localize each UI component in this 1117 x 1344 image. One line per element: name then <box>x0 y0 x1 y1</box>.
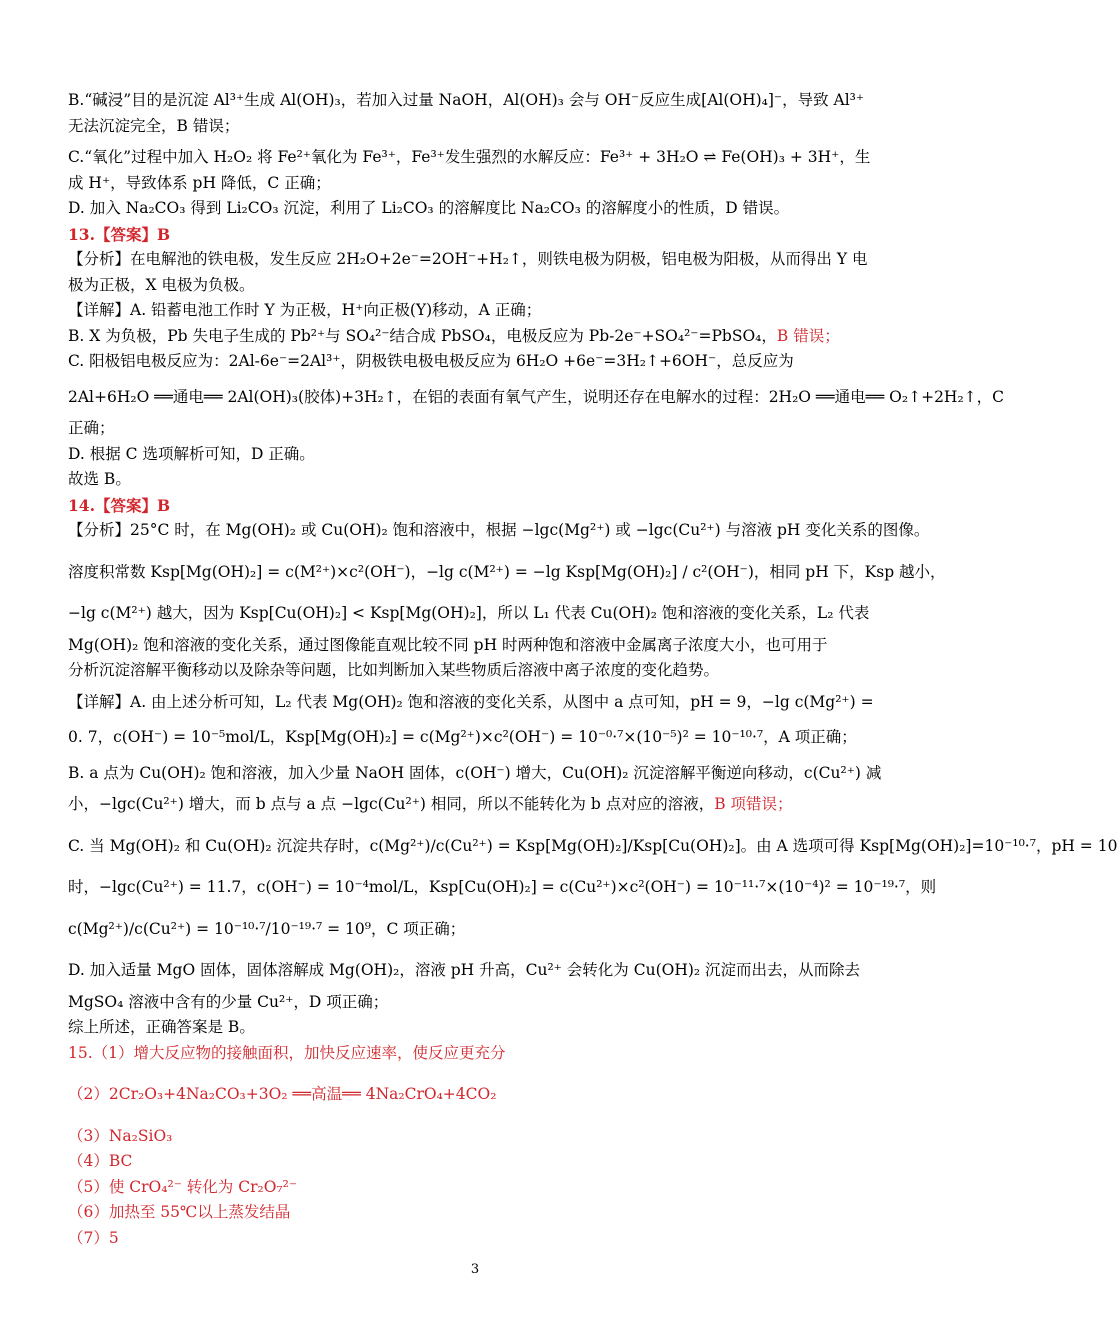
q14-option-c-result: c(Mg²⁺)/c(Cu²⁺) = 10⁻¹⁰·⁷/10⁻¹⁹·⁷ = 10⁹，C 项正确； <box>68 919 466 938</box>
q15-item-6: （6）加热至 55℃以上蒸发结晶 <box>68 1203 291 1221</box>
q14-option-d-cont: MgSO₄ 溶液中含有的少量 Cu²⁺，D 项正确； <box>68 992 389 1011</box>
q14-analysis-2: 溶度积常数 Ksp[Mg(OH)₂] = c(M²⁺)×c²(OH⁻)，−lg c(M²⁺) = −lg Ksp[Mg(OH)₂] / c²(OH⁻)，相同 pH 下，Ksp 越小， <box>68 562 946 581</box>
q12-option-c: C.“氧化”过程中加入 H₂O₂ 将 Fe²⁺氧化为 Fe³⁺，Fe³⁺发生强烈的水解反应：Fe³⁺ + 3H₂O ⇌ Fe(OH)₃ + 3H⁺，生 <box>68 148 871 166</box>
q13-option-b-text: B. X 为负极，Pb 失电子生成的 Pb²⁺与 SO₄²⁻结合成 PbSO₄，电极反应为 Pb-2e⁻+SO₄²⁻=PbSO₄， <box>68 326 777 345</box>
q15-item-3: （3）Na₂SiO₃ <box>68 1126 173 1145</box>
q13-heading: 13.【答案】B <box>68 224 171 244</box>
q15-item-1: 15.（1）增大反应物的接触面积，加快反应速率，使反应更充分 <box>68 1043 506 1062</box>
q15-item-4: （4）BC <box>68 1152 133 1170</box>
q13-option-d: D. 根据 C 选项解析可知，D 正确。 <box>68 444 315 463</box>
q12-option-c-cont: 成 H⁺，导致体系 pH 降低，C 正确； <box>68 173 331 192</box>
q13-option-b-verdict: B 错误； <box>776 326 840 345</box>
q14-heading: 14.【答案】B <box>68 495 171 515</box>
q14-analysis-5: 分析沉淀溶解平衡移动以及除杂等问题，比如判断加入某些物质后溶液中离子浓度的变化趋势。 <box>68 661 720 679</box>
q14-analysis-3: −lg c(M²⁺) 越大，因为 Ksp[Cu(OH)₂] < Ksp[Mg(OH)₂]，所以 L₁ 代表 Cu(OH)₂ 饱和溶液的变化关系，L₂ 代表 <box>68 604 870 622</box>
page-number: 3 <box>470 1262 480 1277</box>
q14-detail-a-cont: 0. 7，c(OH⁻) = 10⁻⁵mol/L，Ksp[Mg(OH)₂] = c(Mg²⁺)×c²(OH⁻) = 10⁻⁰·⁷×(10⁻⁵)² = 10⁻¹⁰·⁷，A 项正确； <box>68 728 857 746</box>
q14-option-c: C. 当 Mg(OH)₂ 和 Cu(OH)₂ 沉淀共存时，c(Mg²⁺)/c(Cu²⁺) = Ksp[Mg(OH)₂]/Ksp[Cu(OH)₂]。由 A 选项可得 Ksp[Mg(OH)₂]=10⁻¹⁰·⁷，pH = 10 <box>68 836 1117 855</box>
q15-item-2: （2）2Cr₂O₃+4Na₂CO₃+3O₂ ══高温══ 4Na₂CrO₄+4CO₂ <box>68 1085 497 1103</box>
q12-option-d: D. 加入 Na₂CO₃ 得到 Li₂CO₃ 沉淀，利用了 Li₂CO₃ 的溶解度比 Na₂CO₃ 的溶解度小的性质，D 错误。 <box>68 199 790 217</box>
q14-conclusion: 综上所述，正确答案是 B。 <box>68 1018 255 1036</box>
q13-analysis: 【分析】在电解池的铁电极，发生反应 2H₂O+2e⁻=2OH⁻+H₂↑，则铁电极为阴极，铝电极为阳极，从而得出 Y 电 <box>68 250 868 268</box>
q15-item-7: （7）5 <box>68 1228 119 1247</box>
q14-option-b-text: 小，−lgc(Cu²⁺) 增大，而 b 点与 a 点 −lgc(Cu²⁺) 相同，所以不能转化为 b 点对应的溶液， <box>68 795 715 813</box>
q12-option-b: B.“碱浸”目的是沉淀 Al³⁺生成 Al(OH)₃，若加入过量 NaOH，Al(OH)₃ 会与 OH⁻反应生成[Al(OH)₄]⁻，导致 Al³⁺ <box>68 91 865 109</box>
q14-option-b-verdict: B 项错误； <box>714 795 793 813</box>
q14-analysis-4: Mg(OH)₂ 饱和溶液的变化关系，通过图像能直观比较不同 pH 时两种饱和溶液中金属离子浓度大小，也可用于 <box>68 635 828 654</box>
q13-option-c: C. 阳极铝电极反应为：2Al-6e⁻=2Al³⁺，阴极铁电极电极反应为 6H₂O +6e⁻=3H₂↑+6OH⁻，总反应为 <box>68 352 794 370</box>
answer-content <box>68 88 1117 1251</box>
q13-option-b <box>68 324 888 350</box>
q14-analysis-1: 【分析】25°C 时，在 Mg(OH)₂ 或 Cu(OH)₂ 饱和溶液中，根据 −lgc(Mg²⁺) 或 −lgc(Cu²⁺) 与溶液 pH 变化关系的图像。 <box>68 521 930 539</box>
q13-conclusion: 故选 B。 <box>68 470 131 488</box>
q14-option-d: D. 加入适量 MgO 固体，固体溶解成 Mg(OH)₂，溶液 pH 升高，Cu²⁺ 会转化为 Cu(OH)₂ 沉淀而出去，从而除去 <box>68 961 861 979</box>
q13-option-a: 【详解】A. 铅蓄电池工作时 Y 为正极，H⁺向正极(Y)移动，A 正确； <box>68 301 542 319</box>
q14-option-c-cont: 时，−lgc(Cu²⁺) = 11.7，c(OH⁻) = 10⁻⁴mol/L，Ksp[Cu(OH)₂] = c(Cu²⁺)×c²(OH⁻) = 10⁻¹¹·⁷×(10⁻⁴)² = 10⁻¹⁹·⁷，则 <box>68 878 937 896</box>
q13-option-c-equation: 2Al+6H₂O ══通电══ 2Al(OH)₃(胶体)+3H₂↑，在铝的表面有氧气产生，说明还存在电解水的过程：2H₂O ══通电══ O₂↑+2H₂↑，C <box>68 387 1005 406</box>
q14-detail-a: 【详解】A. 由上述分析可知，L₂ 代表 Mg(OH)₂ 饱和溶液的变化关系，从图中 a 点可知，pH = 9，−lg c(Mg²⁺) = <box>68 692 874 711</box>
q12-option-b-cont: 无法沉淀完全，B 错误； <box>68 116 240 135</box>
q13-option-c-cont: 正确； <box>68 419 115 437</box>
q13-analysis-cont: 极为正极，X 电极为负极。 <box>68 275 255 294</box>
q14-option-b-cont <box>68 792 888 818</box>
q15-item-5: （5）使 CrO₄²⁻ 转化为 Cr₂O₇²⁻ <box>68 1177 298 1196</box>
q14-option-b: B. a 点为 Cu(OH)₂ 饱和溶液，加入少量 NaOH 固体，c(OH⁻) 增大，Cu(OH)₂ 沉淀溶解平衡逆向移动，c(Cu²⁺) 减 <box>68 763 882 782</box>
